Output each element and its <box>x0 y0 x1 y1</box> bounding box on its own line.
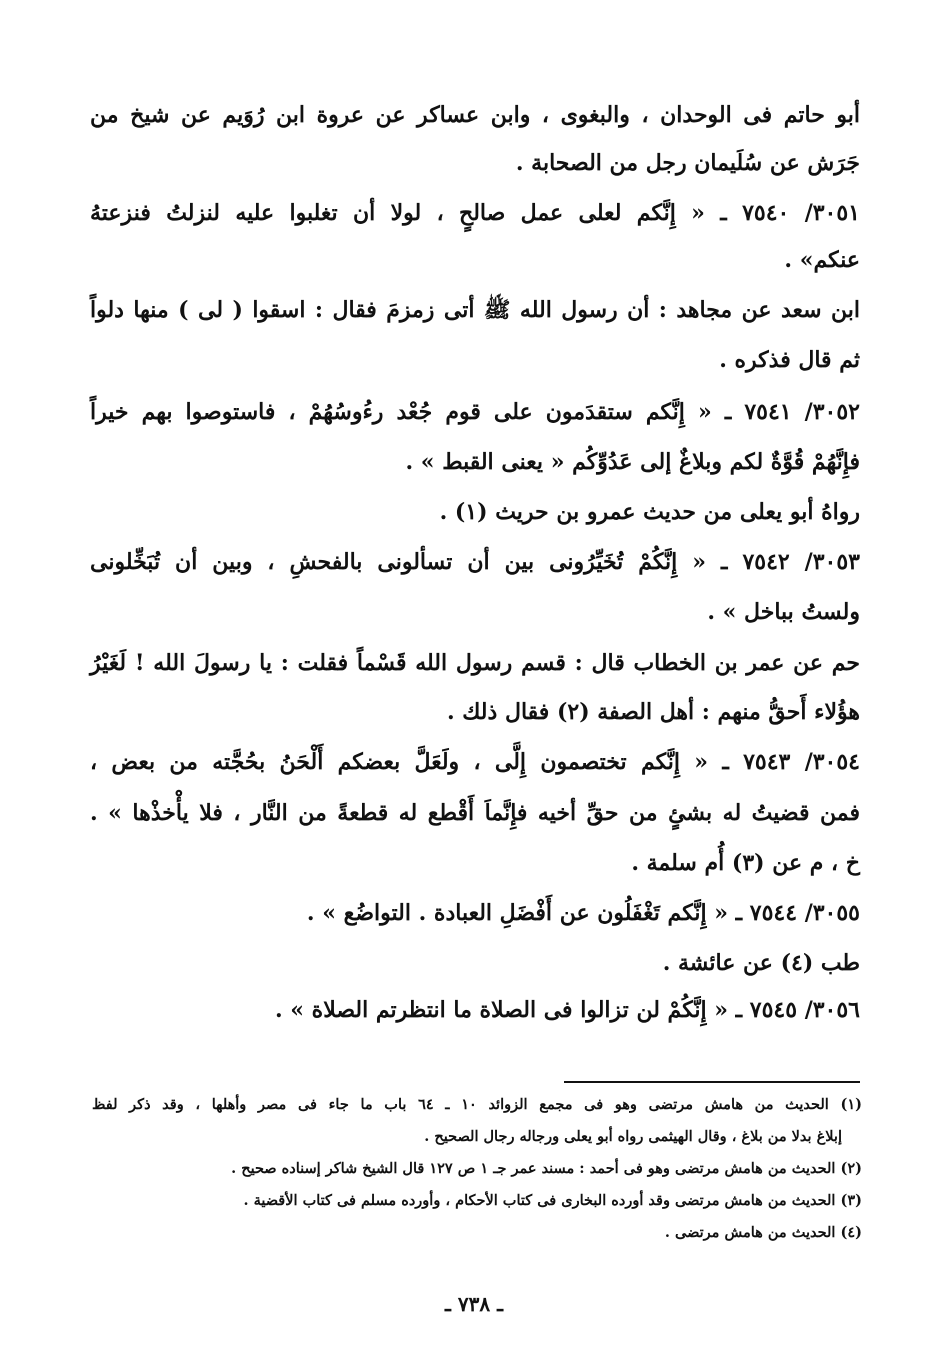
body-line: ٣٠٥١/ ٧٥٤٠ ـ « إِنَّكم لعلى عمل صالحٍ ، لولا أن تغلبوا عليه لنزلتُ فنزعتهُ <box>90 200 860 226</box>
body-line: ٣٠٥٦/ ٧٥٤٥ ـ « إِنَّكُمْ لن تزالوا فى الصلاة ما انتظرتم الصلاة » . <box>274 997 860 1023</box>
page-number: ـ ٧٣٨ ـ <box>445 1292 503 1316</box>
body-line: هؤُلاء أَحقُّ منهم : أهل الصفة (٢) فقال ذلك . <box>446 699 860 725</box>
body-line: فمن قضيتُ له بشئٍ من حقِّ أخيه فإِنَّماَ أَقْطع له قطعةً من النَّار ، فلا يأْخذْها » . <box>90 800 860 826</box>
body-line: فإِنَّهُمْ قُوَّةٌ لكم وبلاغٌ إلى عَدُوِّكُم « يعنى القبط » . <box>405 449 860 475</box>
footnote-line: (٢) الحديث من هامش مرتضى وهو فى أحمد : مسند عمر جـ ١ ص ١٢٧ قال الشيخ شاكر إسناده صحيح . <box>231 1160 862 1177</box>
footnote-line: إبلاغ بدلا من بلاغ ، وقال الهيثمى رواه أبو يعلى ورجاله رجال الصحيح . <box>424 1128 842 1145</box>
footnote-separator <box>564 1081 860 1083</box>
body-line: ٣٠٥٢/ ٧٥٤١ ـ « إِنَّكم ستقدَمون على قوم جُعْد رءُوسُهُمْ ، فاستوصوا بهم خيراً <box>90 399 860 425</box>
body-line: خ ، م عن (٣) أُم سلمة . <box>631 850 860 876</box>
body-line: ٣٠٥٤/ ٧٥٤٣ ـ « إِنَّكم تختصمون إِلَّى ، ولَعَلَّ بعضكم أَلْحَنُ بحُجَّته من بعض ، <box>90 749 860 775</box>
footnote-line: (١) الحديث من هامش مرتضى وهو فى مجمع الزوائد ١٠ ـ ٦٤ باب ما جاء فى مصر وأهلها ، وقد ذكر لفظ <box>92 1096 862 1113</box>
body-line: حم عن عمر بن الخطاب قال : قسم رسول الله قَسْماً فقلت : يا رسولَ الله ! لَغَيْرُ <box>90 650 860 676</box>
body-line: ٣٠٥٥/ ٧٥٤٤ ـ « إِنَّكم تَغْفَلُون عن أَفْضَلِ العبادة . التواضُع » . <box>306 900 860 926</box>
body-line: عنكم» . <box>784 247 860 273</box>
body-line: أبو حاتم فى الوحدان ، والبغوى ، وابن عساكر عن عروة ابن رُوَيم عن شيخ من <box>90 102 860 128</box>
body-line: رواهُ أبو يعلى من حديث عمرو بن حريث (١) . <box>439 499 860 525</box>
body-line: طب (٤) عن عائشة . <box>662 950 860 976</box>
body-line: ثم قال فذكره . <box>719 347 860 373</box>
body-line: جَرَش عن سُلَيمان رجل من الصحابة . <box>515 150 860 176</box>
body-line: ولستُ بباخل » . <box>707 599 860 625</box>
body-line: ابن سعد عن مجاهد : أن رسول الله ﷺ أتى زمزمَ فقال : اسقوا ( لى ) منها دلواً <box>90 297 860 323</box>
body-line: ٣٠٥٣/ ٧٥٤٢ ـ « إِنَّكُمْ تُخَيِّرُونى بين أن تسألونى بالفحشِ ، وبين أن تُبَخِّلونى <box>90 549 860 575</box>
footnote-line: (٤) الحديث من هامش مرتضى . <box>664 1224 862 1241</box>
footnote-line: (٣) الحديث من هامش مرتضى وقد أورده البخارى فى كتاب الأحكام ، وأورده مسلم فى كتاب الأقضية . <box>243 1192 862 1209</box>
